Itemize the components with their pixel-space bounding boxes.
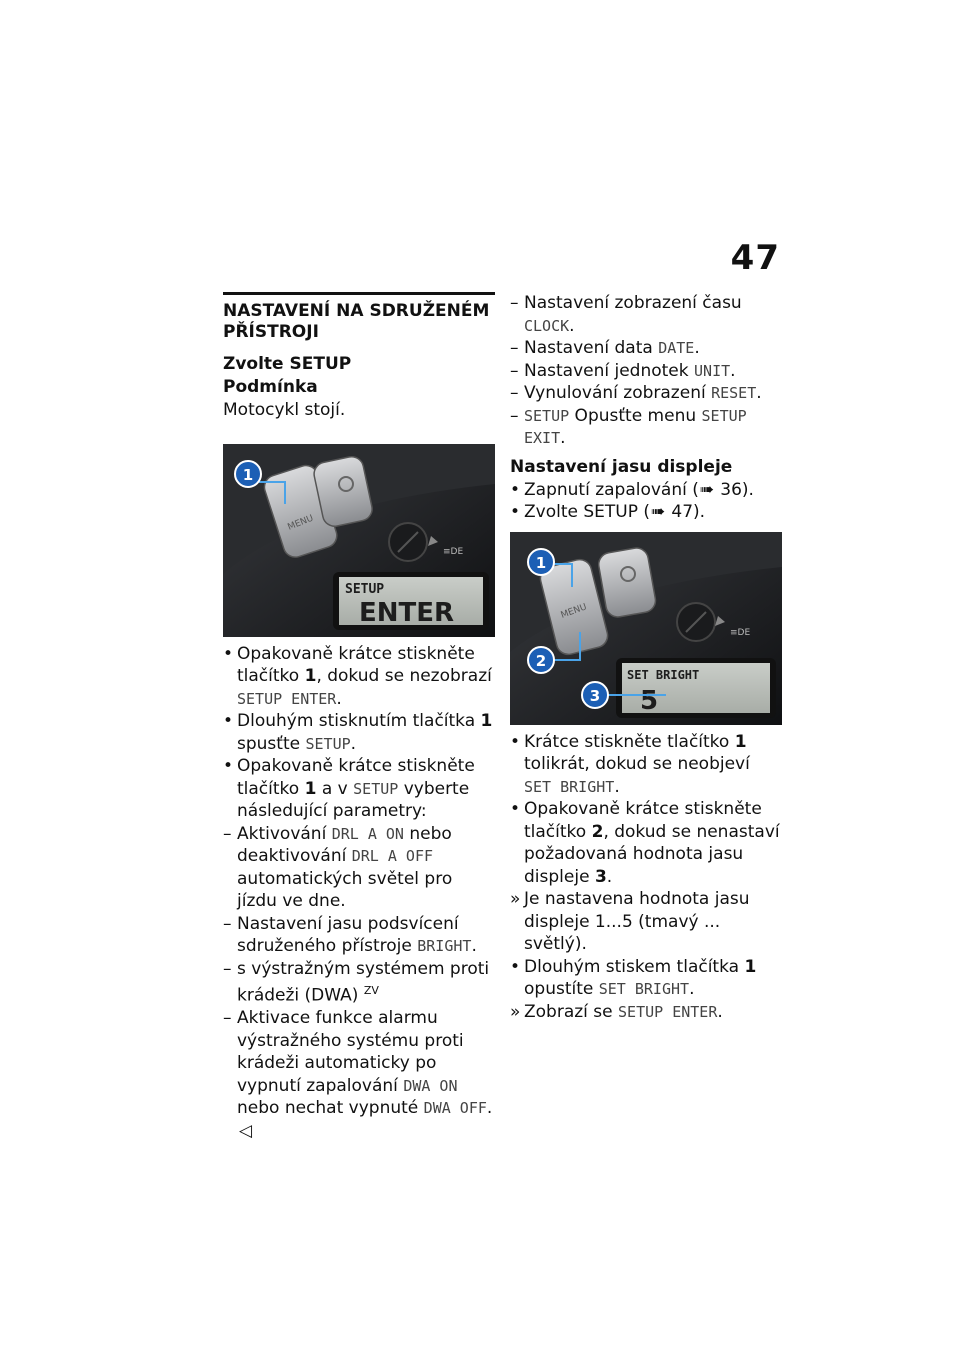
text-segment: .	[486, 1098, 493, 1119]
svg-text:≡DE: ≡DE	[730, 627, 751, 638]
list-marker: »	[510, 1001, 521, 1022]
section-end-icon: ◁	[239, 1120, 253, 1141]
display-code: DWA ON	[403, 1076, 458, 1095]
display-code: SETUP	[353, 779, 399, 798]
list-marker: –	[223, 913, 232, 934]
text-segment: Aktivování	[237, 823, 332, 844]
bullet-list-item	[510, 501, 782, 524]
callout-ref: 3	[594, 866, 607, 887]
optional-equipment-mark: ZV	[363, 984, 379, 997]
dash-list-item	[223, 958, 495, 1008]
list-marker: •	[510, 799, 521, 819]
display-code: DRL A OFF	[351, 847, 434, 865]
text-segment: Opakovaně krátce stiskněte tlačítko	[524, 799, 762, 842]
right-column	[510, 292, 782, 1023]
display-code: DWA OFF	[423, 1099, 487, 1118]
svg-text:≡DE: ≡DE	[443, 546, 464, 557]
text-segment: Zvolte SETUP (	[524, 502, 651, 522]
dash-list-item	[223, 1007, 495, 1142]
condition-text: Motocykl stojí.	[223, 400, 346, 420]
display-code: SETUP EXIT	[524, 406, 747, 447]
text-segment: Aktivace funkce alarmu výstražného systému proti krádeži automaticky po vypnutí zapalování	[237, 1008, 464, 1096]
dash-list-item	[223, 823, 495, 913]
text-segment: Opusťte menu	[569, 405, 702, 426]
display-code: RESET	[711, 384, 757, 402]
text-segment: .	[756, 383, 762, 403]
list-marker: –	[223, 1008, 232, 1029]
text-segment: .	[471, 936, 477, 956]
display-code: SETUP ENTER	[237, 689, 337, 708]
list-marker: –	[510, 405, 519, 426]
result-list-item	[510, 1001, 782, 1024]
text-segment: Nastavení data	[524, 338, 659, 358]
text-segment: Zobrazí se	[524, 1001, 619, 1022]
list-marker: –	[510, 338, 519, 358]
display-code: UNIT	[694, 361, 731, 380]
callout-ref: 1	[744, 956, 757, 977]
text-segment: .	[560, 428, 566, 448]
text-segment: nebo nechat vypnuté	[237, 1098, 424, 1119]
bullet-list-item	[510, 479, 782, 502]
text-segment: .	[336, 688, 342, 709]
bullet-list-item	[223, 643, 495, 711]
list-marker: –	[510, 293, 519, 313]
handlebar-controls-photo-setup	[223, 444, 495, 637]
page-ref-arrow-icon: ➠	[650, 502, 666, 522]
text-segment: Zapnutí zapalování (	[524, 479, 699, 500]
list-marker: –	[223, 823, 232, 844]
lcd-value: 5	[640, 685, 659, 716]
text-segment: .	[717, 1001, 723, 1022]
bullet-list-item	[510, 731, 782, 799]
text-segment: nebo deaktivování	[237, 823, 452, 866]
bullet-list-item	[223, 710, 495, 755]
display-code: SET BRIGHT	[524, 777, 615, 796]
display-code: SET BRIGHT	[598, 980, 690, 998]
text-segment: Nastavení jasu podsvícení sdruženého přístroje	[237, 913, 459, 956]
handlebar-controls-photo-bright	[510, 532, 782, 725]
text-segment: , dokud se nenastaví požadovaná hodnota jasu displeje	[524, 821, 780, 887]
callout-number: 1	[242, 465, 254, 484]
condition-label: Podmínka	[223, 377, 318, 397]
text-segment: 36).	[714, 479, 754, 500]
dash-list-item	[510, 382, 782, 405]
text-segment: .	[689, 979, 695, 999]
list-marker: •	[510, 502, 521, 522]
callout-ref: 1	[480, 711, 493, 731]
dash-list-item	[510, 405, 782, 450]
list-marker: –	[223, 958, 232, 979]
callout-number-2: 2	[535, 651, 547, 670]
text-segment: a v	[316, 778, 354, 799]
lcd-line-1: SET BRIGHT	[627, 667, 700, 682]
display-code: SETUP ENTER	[618, 1002, 718, 1021]
prerequisite-list	[510, 479, 782, 524]
dash-list-item	[510, 292, 782, 337]
text-segment: .	[730, 360, 736, 381]
bullet-list-item	[510, 798, 782, 888]
callout-number-3: 3	[589, 686, 601, 705]
dash-list-item	[510, 337, 782, 360]
text-segment: .	[569, 315, 575, 336]
text-segment: spusťte	[237, 733, 306, 754]
menu-button-label: MENU	[286, 512, 315, 533]
lcd-line-1: SETUP	[345, 581, 385, 597]
list-marker: –	[510, 360, 519, 381]
text-segment: Opakovaně krátce stiskněte tlačítko	[237, 643, 475, 686]
dash-list-item	[223, 913, 495, 958]
subsection-title: Zvolte SETUP	[223, 354, 352, 374]
text-segment: tolikrát, dokud se neobjeví	[524, 754, 750, 774]
text-segment: 47).	[666, 502, 706, 522]
result-list-item	[510, 888, 782, 956]
bullet-list-item	[223, 755, 495, 823]
text-segment: Krátce stiskněte tlačítko	[524, 731, 735, 752]
section-rule	[223, 292, 495, 295]
list-marker: •	[223, 711, 234, 731]
callout-ref: 1	[734, 731, 747, 752]
display-code: DATE	[658, 339, 695, 357]
display-code: BRIGHT	[417, 937, 472, 955]
text-segment: Dlouhým stisknutím tlačítka	[237, 711, 481, 731]
list-marker: •	[510, 956, 521, 977]
list-marker: •	[510, 731, 521, 752]
text-segment: automatických světel pro jízdu ve dne.	[237, 868, 453, 911]
list-marker: »	[510, 889, 521, 909]
text-segment: Nastavení zobrazení času	[524, 293, 742, 313]
text-segment: .	[606, 866, 613, 887]
display-brightness-heading: Nastavení jasu displeje	[510, 456, 733, 477]
display-code: SETUP	[524, 406, 570, 425]
text-segment: Opakovaně krátce stiskněte tlačítko	[237, 756, 475, 799]
list-marker: –	[510, 383, 519, 403]
dash-list-item	[510, 360, 782, 383]
bullet-list-item	[510, 956, 782, 1001]
menu-button-label: MENU	[559, 601, 589, 621]
callout-ref: 1	[304, 666, 317, 686]
list-marker: •	[510, 479, 521, 500]
page-ref-arrow-icon: ➠	[699, 479, 715, 500]
left-instructions	[223, 643, 495, 1143]
text-segment: .	[614, 776, 620, 797]
lcd-line-2: ENTER	[359, 597, 455, 628]
left-column	[223, 292, 495, 1142]
text-segment: Je nastavena hodnota jasu displeje 1...5 (tmavý ... světlý).	[524, 889, 750, 954]
text-segment: , dokud se nezobrazí	[316, 666, 492, 686]
display-code: CLOCK	[524, 316, 570, 335]
text-segment: Vynulování zobrazení	[524, 383, 712, 403]
display-code: SETUP	[305, 734, 351, 753]
list-marker: •	[223, 756, 234, 776]
callout-ref: 1	[304, 778, 317, 799]
text-segment: .	[350, 733, 357, 754]
section-title: NASTAVENÍ NA SDRUŽENÉM PŘÍSTROJI	[223, 301, 490, 342]
page-number: 47	[730, 238, 780, 278]
text-segment: s výstražným systémem proti krádeži (DWA)	[237, 958, 490, 1006]
text-segment: vyberte následující parametry:	[237, 778, 470, 821]
callout-ref: 2	[591, 821, 604, 842]
display-code: DRL A ON	[331, 824, 404, 843]
list-marker: •	[223, 643, 234, 664]
right-instructions	[510, 731, 782, 1024]
text-segment: opustíte	[524, 979, 599, 999]
text-segment: Dlouhým stiskem tlačítka	[524, 956, 745, 977]
setup-parameter-list	[510, 292, 782, 450]
callout-number-1: 1	[535, 553, 547, 572]
text-segment: Nastavení jednotek	[524, 360, 695, 381]
text-segment: .	[694, 338, 700, 358]
